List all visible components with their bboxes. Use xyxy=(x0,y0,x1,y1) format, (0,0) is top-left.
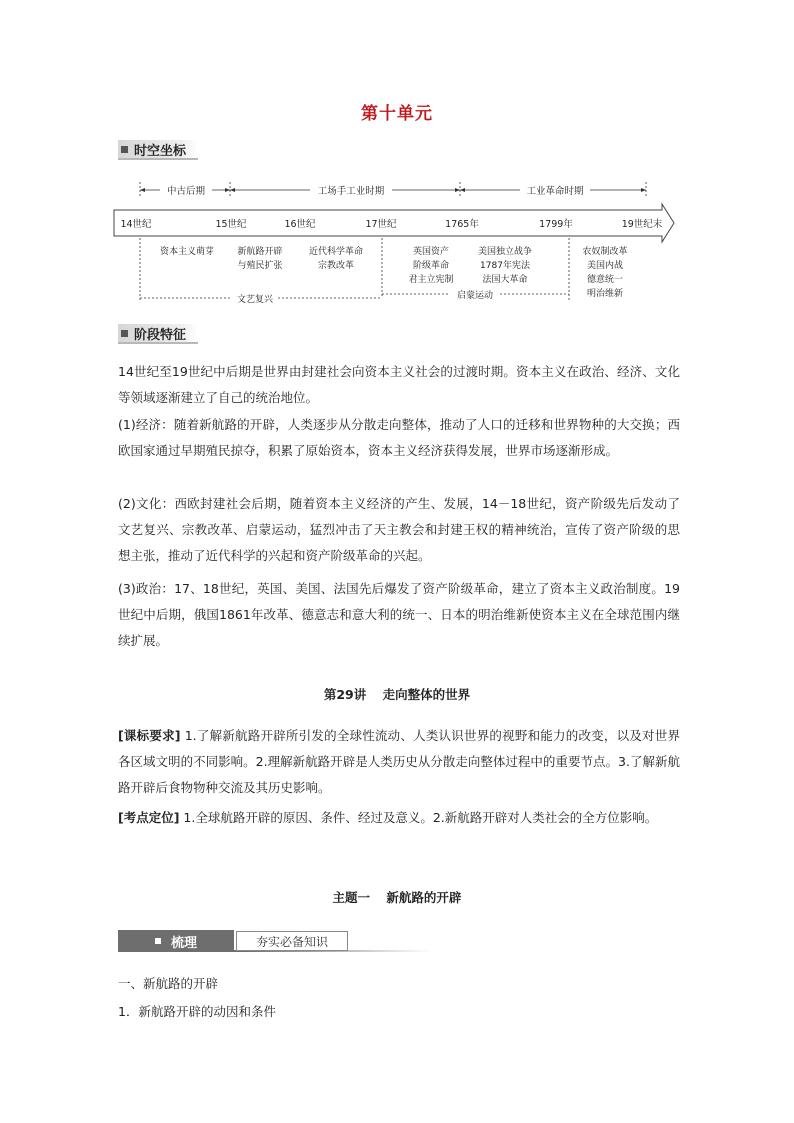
exam-points-label: [考点定位] xyxy=(118,810,180,825)
banner-subtitle-box xyxy=(236,931,348,951)
period-label: 工业革命时期 xyxy=(526,186,584,197)
outline-heading-1: 一、新航路的开辟 xyxy=(118,976,219,991)
section-header-features xyxy=(118,324,198,344)
timeline-tick: 16世纪 xyxy=(284,219,316,230)
requirements-label: [课标要求] xyxy=(118,728,181,743)
section-title-features: 阶段特征 xyxy=(134,327,187,343)
event-text: 美国独立战争 xyxy=(477,247,533,257)
event-text: 资本主义萌芽 xyxy=(159,247,215,257)
banner-subtitle: 夯实必备知识 xyxy=(255,934,328,949)
period-label: 工场手工业时期 xyxy=(317,186,385,197)
event-text: 明治维新 xyxy=(586,289,624,299)
timeline-tick: 19世纪末 xyxy=(621,219,663,230)
features-politics: (3)政治：17、18世纪，英国、美国、法国先后爆发了资产阶级革命，建立了资本主义政治制度。19世纪中后期，俄国1861年改革、德意志和意大利的统一、日本的明治维新使资本主义在全球范围内继续扩展。 xyxy=(118,581,680,648)
movement-label: 启蒙运动 xyxy=(456,291,494,301)
event-text: 阶级革命 xyxy=(412,261,450,271)
event-text: 英国资产 xyxy=(412,247,450,257)
lecture-name: 走向整体的世界 xyxy=(382,687,471,702)
event-text: 君主立宪制 xyxy=(408,275,454,285)
requirements-text: 1.了解新航路开辟所引发的全球性流动、人类认识世界的视野和能力的改变，以及对世界各区域文明的不同影响。2.理解新航路开辟是人类历史从分散走向整体过程中的重要节点。3.了解新航路开辟后食物物种交流及其历史影响。 xyxy=(118,728,680,795)
event-text: 宗教改革 xyxy=(317,261,355,271)
event-text: 与殖民扩张 xyxy=(237,261,283,271)
exam-points-text: 1.全球航路开辟的原因、条件、经过及意义。2.新航路开辟对人类社会的全方位影响。 xyxy=(183,810,658,825)
features-economy: (1)经济：随着新航路的开辟，人类逐步从分散走向整体，推动了人口的迁移和世界物种的大交换；西欧国家通过早期殖民掠夺，积累了原始资本，资本主义经济获得发展，世界市场逐渐形成。 xyxy=(118,417,680,458)
event-text: 1787年宪法 xyxy=(480,261,530,271)
features-culture: (2)文化：西欧封建社会后期，随着资本主义经济的产生、发展，14－18世纪，资产阶级先后发动了文艺复兴、宗教改革、启蒙运动，猛烈冲击了天主教会和封建王权的精神统治，宣传了资产阶级的思想主张，推动了近代科学的兴起和资产阶级革命的兴起。 xyxy=(118,496,680,563)
outline-heading-2: 1．新航路开辟的动因和条件 xyxy=(118,1004,276,1019)
event-text: 新航路开辟 xyxy=(237,247,283,257)
event-text: 法国大革命 xyxy=(482,275,528,285)
event-text: 农奴制改革 xyxy=(582,247,628,257)
movement-label: 文艺复兴 xyxy=(236,295,274,305)
timeline-tick: 1765年 xyxy=(445,219,479,230)
timeline-tick: 17世纪 xyxy=(365,219,397,230)
exam-points xyxy=(118,805,680,831)
features-intro: 14世纪至19世纪中后期是世界由封建社会向资本主义社会的过渡时期。资本主义在政治、经济、文化等领域逐渐建立了自己的统治地位。 xyxy=(118,364,680,405)
lecture-title xyxy=(0,685,794,703)
lecture-number: 第29讲 xyxy=(323,687,367,702)
section-header-timeline xyxy=(118,140,198,160)
timeline-tick: 15世纪 xyxy=(215,219,247,230)
timeline-diagram xyxy=(110,176,684,310)
square-bullet-icon xyxy=(121,330,128,337)
banner-label-box xyxy=(118,930,234,952)
banner-label: 梳理 xyxy=(170,935,197,951)
curriculum-requirements xyxy=(118,723,680,801)
event-text: 德意统一 xyxy=(586,275,624,285)
event-text: 美国内战 xyxy=(586,261,624,271)
period-label: 中古后期 xyxy=(166,186,206,197)
topic-title xyxy=(0,888,794,906)
unit-title: 第十单元 xyxy=(361,104,433,124)
timeline-tick: 1799年 xyxy=(539,219,573,230)
square-bullet-icon xyxy=(121,146,128,153)
square-bullet-icon xyxy=(155,938,161,944)
event-text: 近代科学革命 xyxy=(308,247,364,257)
timeline-tick: 14世纪 xyxy=(120,219,152,230)
topic-number: 主题一 xyxy=(332,890,371,905)
sort-banner xyxy=(118,930,432,952)
topic-name: 新航路的开辟 xyxy=(386,890,462,905)
section-title-timeline: 时空坐标 xyxy=(134,143,187,159)
